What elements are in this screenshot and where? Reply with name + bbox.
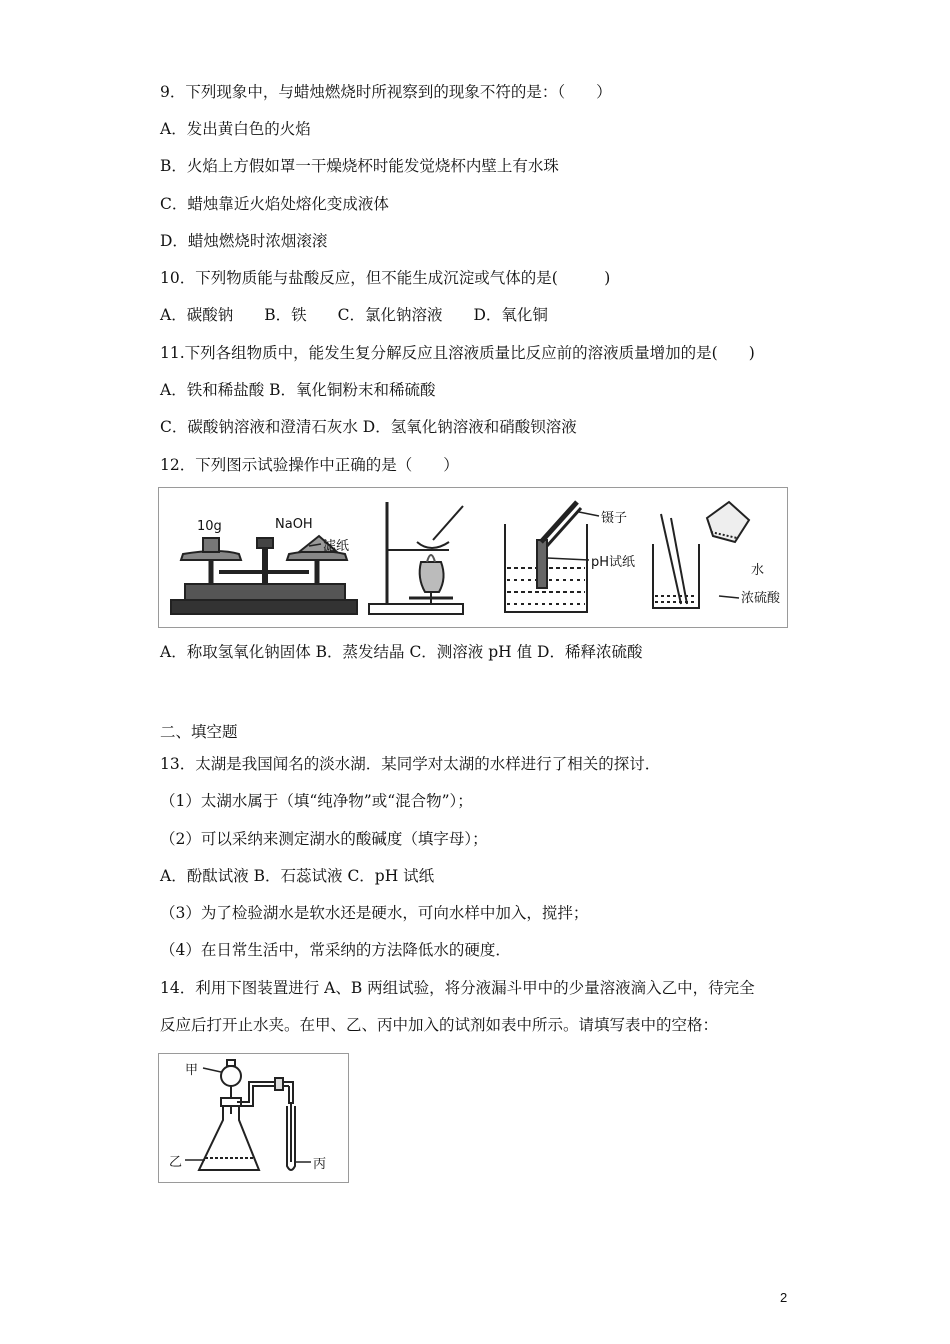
label-filter-paper: 滤纸 xyxy=(323,539,350,554)
q10-options: A．碳酸钠 B．铁 C．氯化钠溶液 D．氧化铜 xyxy=(160,306,548,324)
label-water: 水 xyxy=(751,563,765,578)
q12-figure xyxy=(158,487,788,628)
label-10g: 10g xyxy=(197,519,222,534)
page-number: 2 xyxy=(780,1290,788,1305)
q13-part1: （1）太湖水属于（填“纯净物”或“混合物”）； xyxy=(160,792,473,810)
q11-stem: 11.下列各组物质中，能发生复分解反应且溶液质量比反应前的溶液质量增加的是( ) xyxy=(160,344,755,362)
evaporation-stand-icon xyxy=(369,502,463,614)
q12-options: A．称取氢氧化钠固体 B．蒸发结晶 C．测溶液 pH 值 D．稀释浓硫酸 xyxy=(160,643,643,661)
q9-option-c: C．蜡烛靠近火焰处熔化变成液体 xyxy=(160,195,389,213)
dilution-beaker-icon xyxy=(653,502,749,608)
label-conc-acid: 浓硫酸 xyxy=(741,591,781,606)
q13-part2: （2）可以采纳来测定湖水的酸碱度（填字母）； xyxy=(160,830,488,848)
q9-option-b: B．火焰上方假如罩一干燥烧杯时能发觉烧杯内壁上有水珠 xyxy=(160,157,559,175)
q11-options-ab: A．铁和稀盐酸 B．氧化铜粉末和稀硫酸 xyxy=(160,381,436,399)
q9-option-a: A．发出黄白色的火焰 xyxy=(160,120,311,138)
q14-stem-line1: 14．利用下图装置进行 A、B 两组试验，将分液漏斗甲中的少量溶液滴入乙中，待完全 xyxy=(160,979,755,997)
label-jia: 甲 xyxy=(185,1063,199,1078)
label-naoh: NaOH xyxy=(275,517,313,532)
q13-part4: （4）在日常生活中，常采纳的方法降低水的硬度． xyxy=(160,941,511,959)
label-tweezers: 镊子 xyxy=(601,511,628,526)
label-bing: 丙 xyxy=(313,1157,327,1172)
ph-test-beaker-icon xyxy=(505,502,587,612)
q14-stem-line2: 反应后打开止水夹。在甲、乙、丙中加入的试剂如表中所示。请填写表中的空格： xyxy=(160,1016,719,1034)
q13-part3: （3）为了检验湖水是软水还是硬水，可向水样中加入，搅拌； xyxy=(160,904,589,922)
section-title: 二、填空题 xyxy=(160,723,238,741)
lab-operations-illustration xyxy=(159,488,787,627)
q11-options-cd: C．碳酸钠溶液和澄清石灰水 D．氢氧化钠溶液和硝酸钡溶液 xyxy=(160,418,577,436)
label-yi: 乙 xyxy=(169,1155,183,1170)
q14-apparatus-figure xyxy=(158,1053,349,1183)
q13-stem: 13．太湖是我国闻名的淡水湖．某同学对太湖的水样进行了相关的探讨． xyxy=(160,755,661,773)
q13-part2-options: A．酚酞试液 B．石蕊试液 C．pH 试纸 xyxy=(160,867,435,885)
apparatus-illustration xyxy=(159,1054,348,1182)
q10-stem: 10．下列物质能与盐酸反应，但不能生成沉淀或气体的是( ) xyxy=(160,269,611,287)
label-ph-paper: pH试纸 xyxy=(591,555,636,570)
q12-stem: 12．下列图示试验操作中正确的是（ ） xyxy=(160,456,459,474)
flask-apparatus-icon xyxy=(199,1060,295,1170)
q9-option-d: D．蜡烛燃烧时浓烟滚滚 xyxy=(160,232,328,250)
q9-stem: 9．下列现象中，与蜡烛燃烧时所视察到的现象不符的是：（ ） xyxy=(160,83,612,101)
